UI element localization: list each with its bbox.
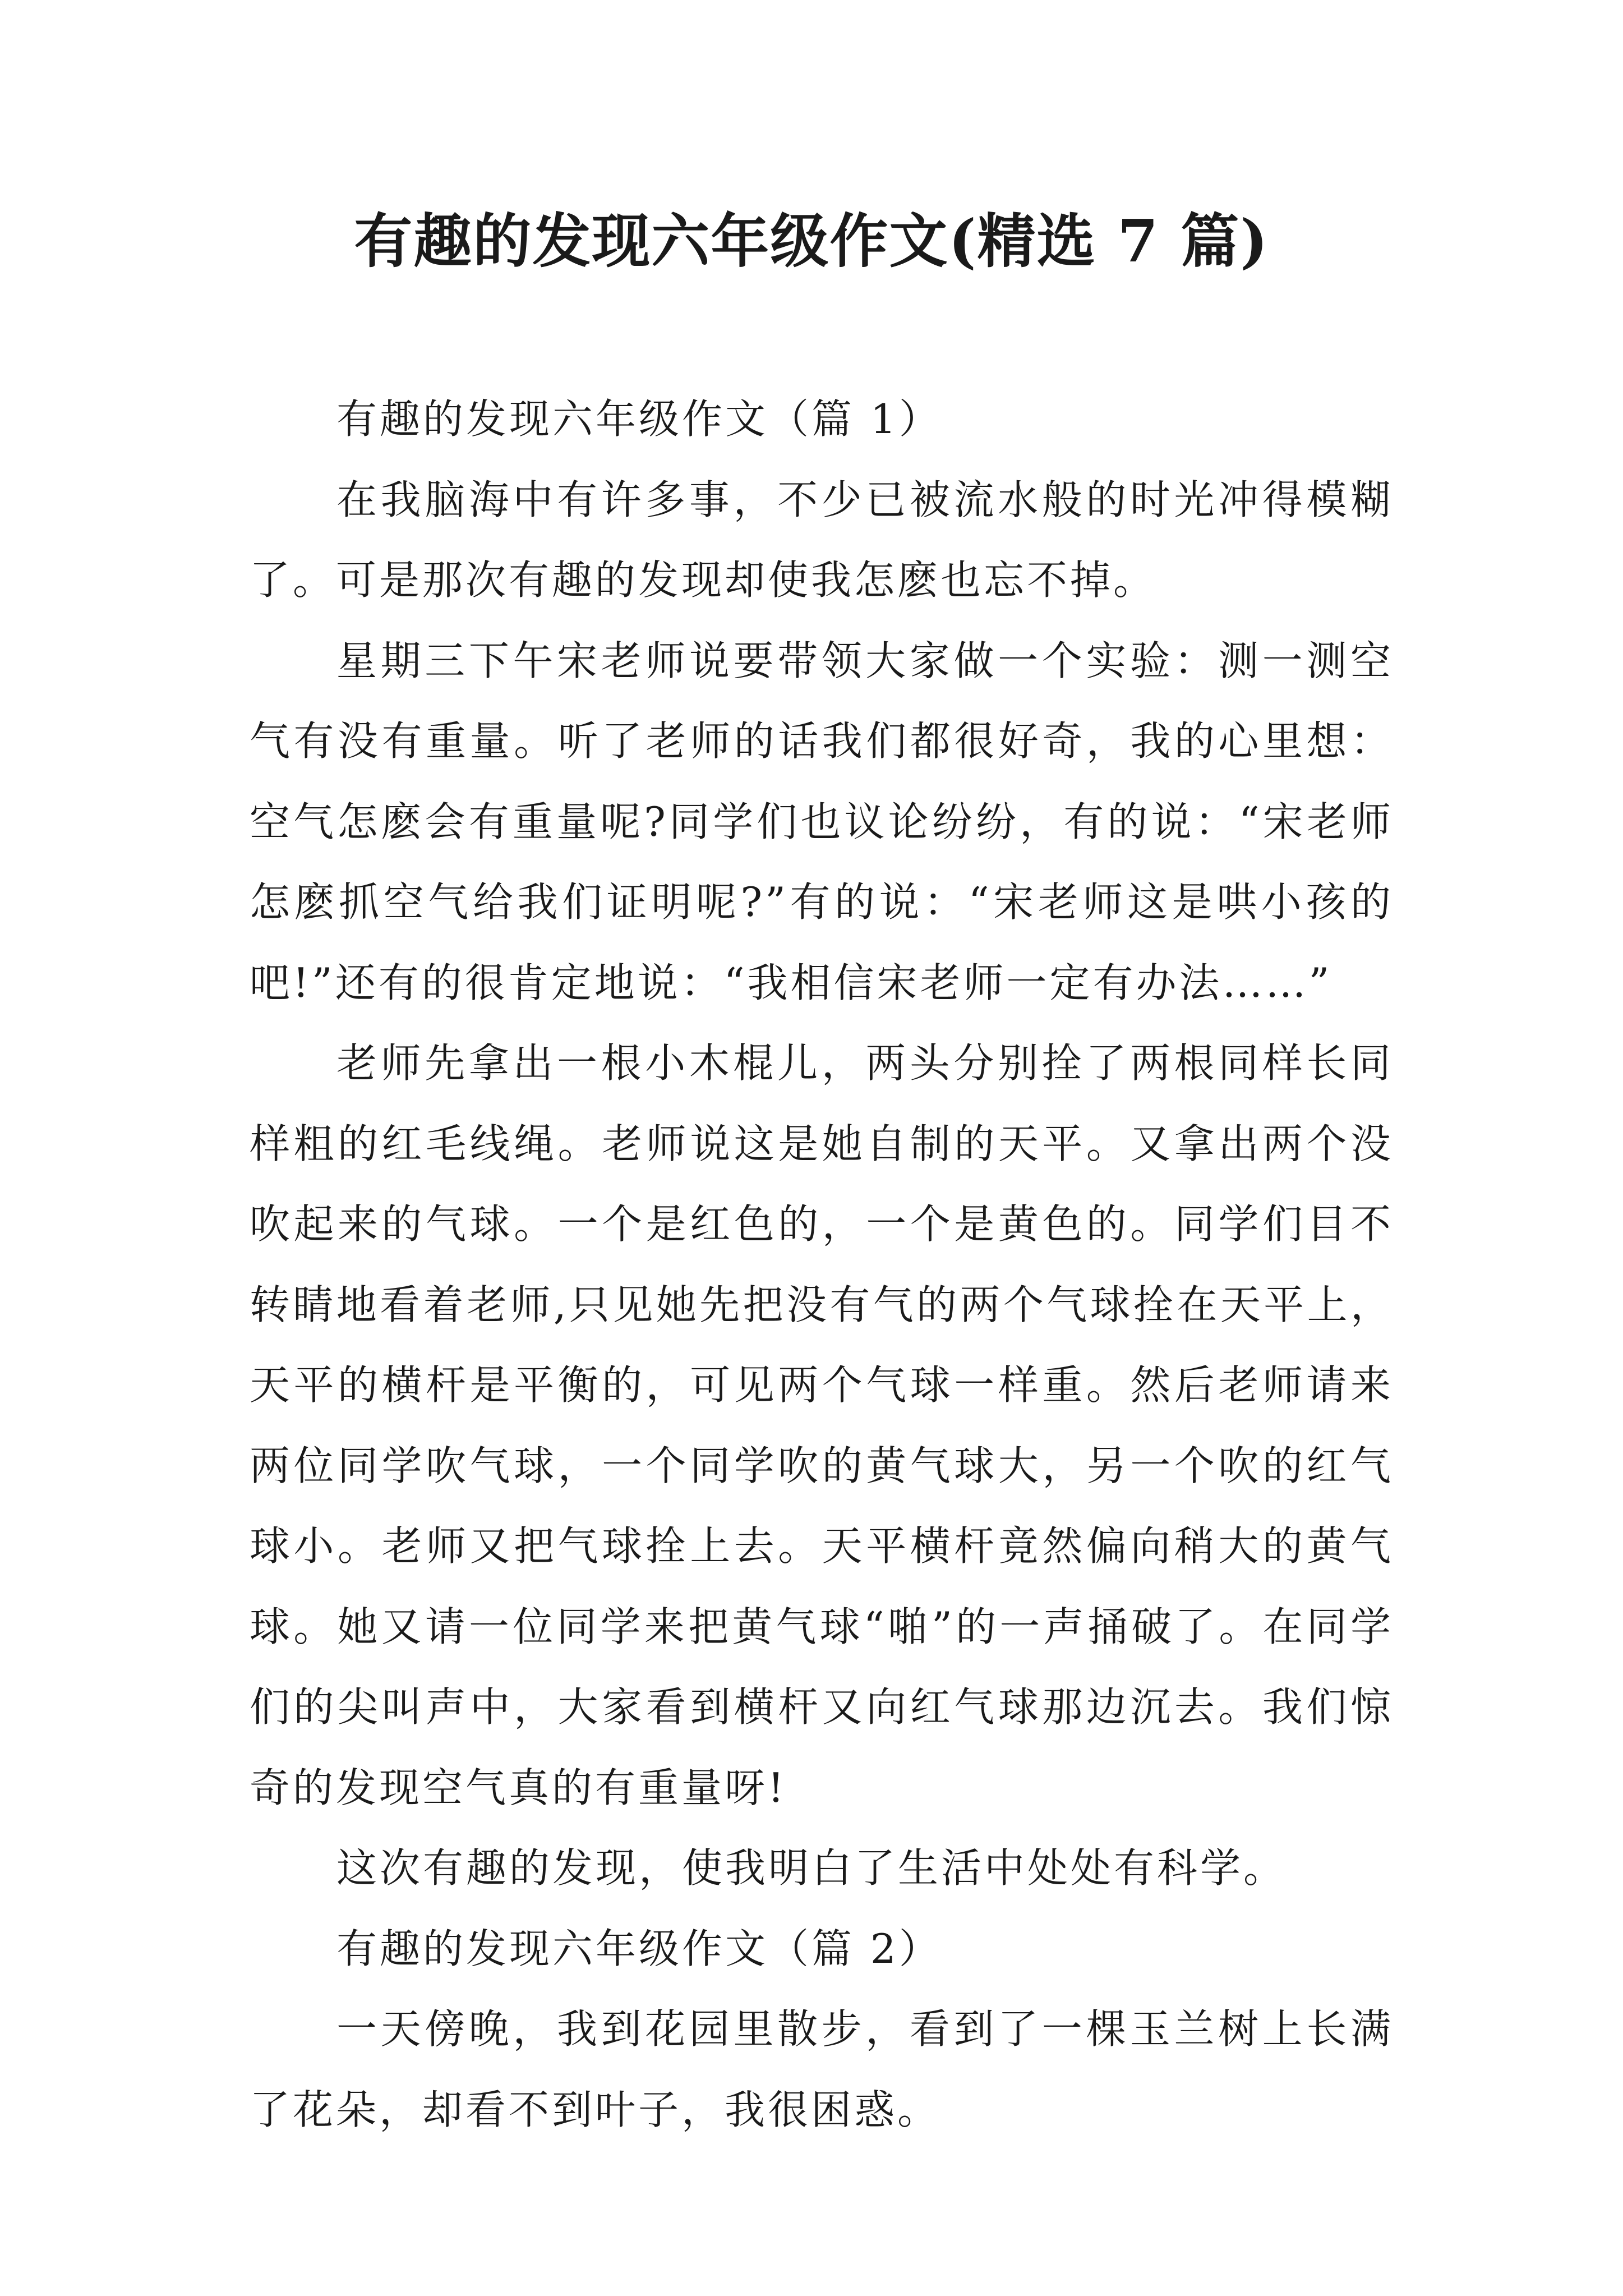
- paragraph: 这次有趣的发现，使我明白了生活中处处有科学。: [336, 1844, 1287, 1892]
- paragraph: 在我脑海中有许多事，不少已被流水般的时光冲得模糊了。可是那次有趣的发现却使我怎麽也忘不掉。: [250, 476, 1394, 604]
- paragraph: 一天傍晚，我到花园里散步，看到了一棵玉兰树上长满了花朵，却看不到叶子，我很困惑。: [250, 2005, 1394, 2133]
- essay-heading-1: 有趣的发现六年级作文（篇 1）: [336, 395, 942, 443]
- paragraph: 星期三下午宋老师说要带领大家做一个实验：测一测空气有没有重量。听了老师的话我们都很好奇，我的心里想：空气怎麽会有重量呢?同学们也议论纷纷，有的说：“宋老师怎麽抓空气给我们证明呢?”有的说：“宋老师这是哄小孩的吧!”还有的很肯定地说：“我相信宋老师一定有办法……”: [250, 637, 1394, 1006]
- paragraph: 老师先拿出一根小木棍儿，两头分别拴了两根同样长同样粗的红毛线绳。老师说这是她自制的天平。又拿出两个没吹起来的气球。一个是红色的，一个是黄色的。同学们目不转睛地看着老师,只见她先把没有气的两个气球拴在天平上，天平的横杆是平衡的，可见两个气球一样重。然后老师请来两位同学吹气球，一个同学吹的黄气球大，另一个吹的红气球小。老师又把气球拴上去。天平横杆竟然偏向稍大的黄气球。她又请一位同学来把黄气球“啪”的一声捅破了。在同学们的尖叫声中，大家看到横杆又向红气球那边沉去。我们惊奇的发现空气真的有重量呀!: [250, 1039, 1394, 1811]
- document-body: [250, 379, 1394, 2150]
- essay-heading-2: 有趣的发现六年级作文（篇 2）: [336, 1925, 942, 1972]
- document-title: 有趣的发现六年级作文(精选 7 篇): [354, 206, 1269, 275]
